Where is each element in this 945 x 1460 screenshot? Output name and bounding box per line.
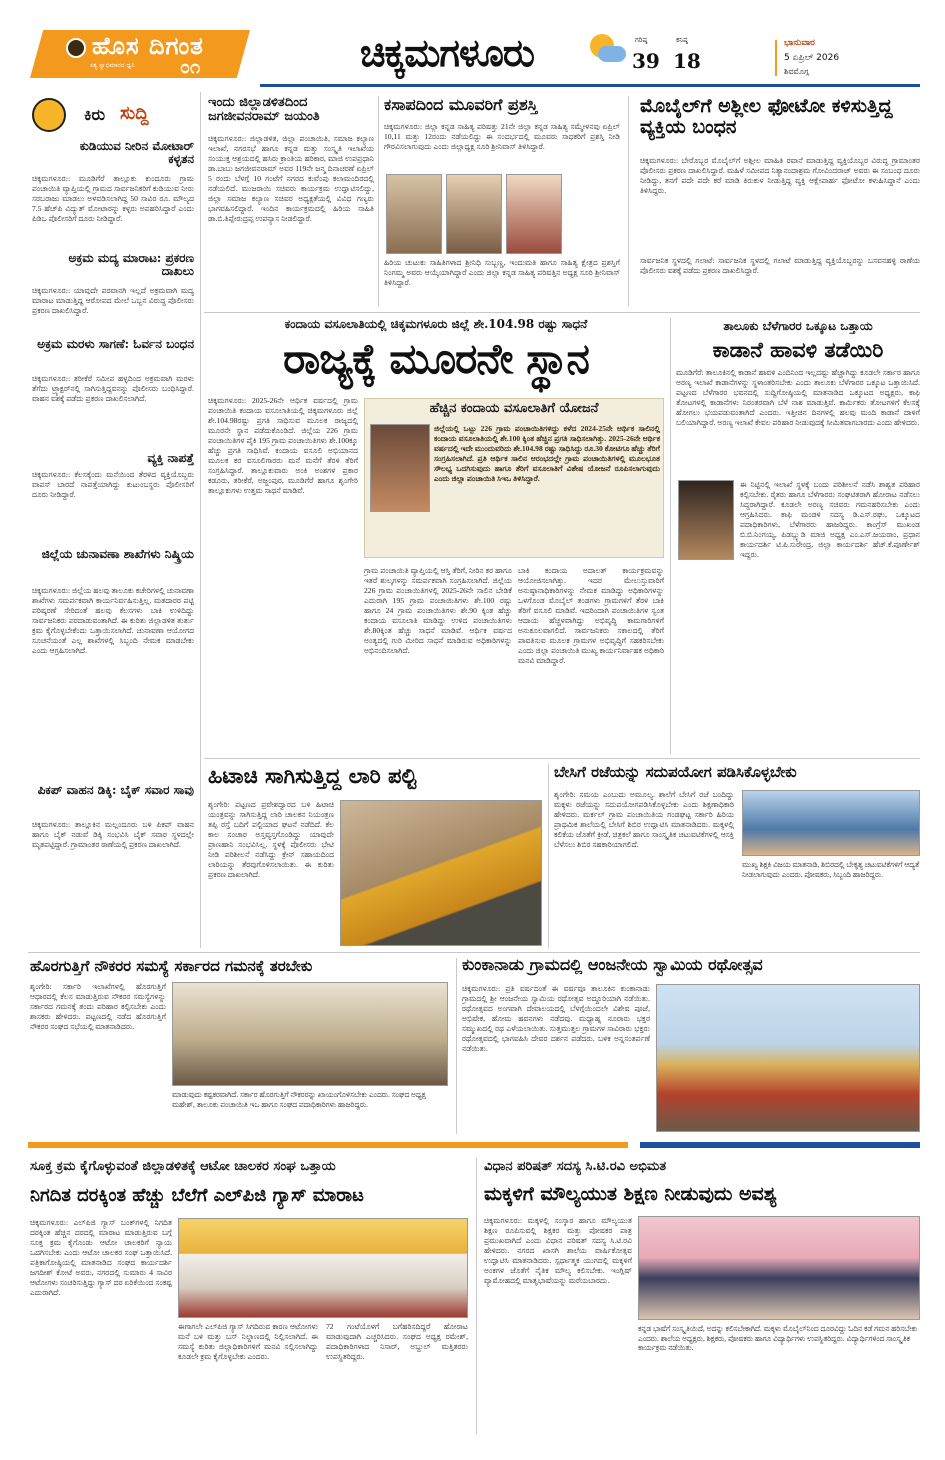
gas-kicker: ಸೂಕ್ತ ಕ್ರಮ ಕೈಗೊಳ್ಳುವಂತೆ ಜಿಲ್ಲಾಡಳಿತಕ್ಕೆ ಆಟೋ ಚಾಲಕರ ಸಂಘ ಒತ್ತಾಯ: [30, 1159, 336, 1174]
kadane-title: ಕಾಡಾನೆ ಹಾವಳಿ ತಡೆಯಿರಿ: [712, 337, 884, 362]
brief-5-text: ಚಿಕ್ಕಮಗಳೂರು: ಜಿಲ್ಲೆಯ ಹಲವು ತಾಲೂಕು ಕಚೇರಿಗಳಲ್ಲಿ ಚುನಾವಣಾ ಶಾಖೆಗಳು ಸಮರ್ಪಕವಾಗಿ ಕಾರ್ಯನಿರ್ವಹಿಸುತ್ತಿಲ್ಲ. ಮತದಾರರ ಪಟ್ಟಿ ಪರಿಷ್ಕರಣೆ ಸೇರಿದಂತೆ ಹಲವು ಕೆಲಸಗಳು ಬಾಕಿ ಉಳಿದಿದ್ದು ಸಾರ್ವಜನಿಕರು ಪರದಾಡುವಂತಾಗಿದೆ. ಈ ಕುರಿತು ಜಿಲ್ಲಾಡಳಿತ ತುರ್ತು ಕ್ರಮ ಕೈಗೊಳ್ಳಬೇಕೆಂದು ಒತ್ತಾಯಿಸಲಾಗಿದೆ. ಚುನಾವಣಾ ಆಯೋಗದ ಸೂಚನೆಯಂತೆ ಎಲ್ಲ ಶಾಖೆಗಳಲ್ಲಿ ಸಿಬ್ಬಂದಿ ನೇಮಕ ಮಾಡಬೇಕು ಎಂದು ಆಗ್ರಹಿಸಲಾಗಿದೆ.: [32, 586, 194, 656]
kadane-kicker: ತಾಲೂಕು ಬೆಳೆಗಾರರ ಒಕ್ಕೂಟ ಒತ್ತಾಯ: [723, 319, 873, 333]
kiru-suddi-brand-b: ಸುದ್ದಿ: [120, 103, 149, 124]
city-name: ಚಿಕ್ಕಮಗಳೂರು: [360, 30, 535, 75]
kasapa-title: ಕಸಾಪದಿಂದ ಮೂವರಿಗೆ ಪ್ರಶಸ್ತಿ: [384, 95, 538, 114]
gas-text-2: ಈಗಾಗಲೇ ಎಲ್‌ಪಿಜಿ ಗ್ಯಾಸ್ ಸಿಗದಿರುವ ಕಾರಣ ಆಟೋಗಳು ಮನೆ ಬಳಿ ಮತ್ತು ಬಸ್ ನಿಲ್ದಾಣದಲ್ಲಿ ನಿಲ್ಲಿಸಲಾಗಿದೆ. ಈ ಸಮಸ್ಯೆ ಕುರಿತು ಜಿಲ್ಲಾಧಿಕಾರಿಗಳಿಗೆ ಮನವಿ ಸಲ್ಲಿಸಲಾಗಿದ್ದು ಕೂಡಲೇ ಕ್ರಮ ಕೈಗೊಳ್ಳಬೇಕು ಎಂದರು.: [178, 1322, 318, 1362]
lead-box-photo: [370, 424, 430, 512]
kadane-text: ಮೂಡಿಗೆರೆ: ತಾಲೂಕಿನಲ್ಲಿ ಕಾಡಾನೆ ಹಾವಳಿ ಎಂದಿನಿಂದ ಇಲ್ಲದಷ್ಟು ಹೆಚ್ಚಾಗಿದ್ದು ಕೂಡಲೇ ಸರ್ಕಾರ ಹಾಗೂ ಅರಣ್ಯ ಇಲಾಖೆ ಕಾಡಾನೆಗಳನ್ನು ಸ್ಥಳಾಂತರಿಸಬೇಕು ಎಂದು ತಾಲೂಕು ಬೆಳೆಗಾರರ ಒಕ್ಕೂಟ ಒತ್ತಾಯಿಸಿದೆ. ಪಟ್ಟಣದ ಬೆಳೆಗಾರರ ಭವನದಲ್ಲಿ ಸುದ್ದಿಗೋಷ್ಠಿಯಲ್ಲಿ ಮಾತನಾಡಿದ ಒಕ್ಕೂಟದ ಅಧ್ಯಕ್ಷರು, ಕಾಫಿ ತೋಟಗಳಲ್ಲಿ ಕಾಡಾನೆಗಳು ನಿರಂತರವಾಗಿ ಬೆಳೆ ನಾಶ ಮಾಡುತ್ತಿವೆ. ಕಾರ್ಮಿಕರು ತೋಟಗಳಿಗೆ ಕೆಲಸಕ್ಕೆ ಹೋಗಲು ಭಯಪಡುವಂತಾಗಿದೆ ಎಂದರು. ಇತ್ತೀಚಿನ ದಿನಗಳಲ್ಲಿ ಹಲವು ಮಂದಿ ಕಾಡಾನೆ ದಾಳಿಗೆ ಬಲಿಯಾಗಿದ್ದಾರೆ. ಅರಣ್ಯ ಇಲಾಖೆ ಕೇವಲ ಪರಿಹಾರ ನೀಡುವುದಕ್ಕೆ ಸೀಮಿತವಾಗಬಾರದು ಎಂದು ಹೇಳಿದರು.: [676, 368, 920, 428]
masthead-bottom-rule: [260, 84, 920, 87]
ctravi-photo: [638, 1216, 920, 1320]
column-rule-left: [200, 92, 201, 948]
kiru-suddi-column-lower: [28, 548, 196, 960]
gas-photo: [178, 1218, 468, 1318]
ctravi-caption: ಕನ್ನಡ ಭಾಷೆಗೆ ಸಂಸ್ಕೃತಿಯಿದೆ, ಅದನ್ನು ಕಲಿಸಬೇಕಾಗಿದೆ. ಮಕ್ಕಳು ಮೊಬೈಲ್‌ನಿಂದ ದೂರವಿದ್ದು ಓದಿನ ಕಡೆ ಗಮನ ಹರಿಸಬೇಕು ಎಂದರು. ಶಾಲೆಯ ಅಧ್ಯಕ್ಷರು, ಶಿಕ್ಷಕರು, ಪೋಷಕರು ಹಾಗೂ ವಿದ್ಯಾರ್ಥಿಗಳು ಉಪಸ್ಥಿತರಿದ್ದರು. ವಿದ್ಯಾರ್ಥಿಗಳಿಂದ ಸಾಂಸ್ಕೃತಿಕ ಕಾರ್ಯಕ್ರಮ ನಡೆಯಿತು.: [638, 1324, 918, 1353]
kasapa-text-2: ಹಿರಿಯ ಚುಟುಕು ಸಾಹಿತಿಗಳಾದ ಶ್ರೀನಿಧಿ ಸುಬ್ಬಣ್ಣ, ಇಂದುಮತಿ ಹಾಗೂ ಸಾಹಿತ್ಯ ಕ್ಷೇತ್ರದ ಪ್ರಶಸ್ತಿಗೆ ನಿಂಗಮ್ಮ ಅವರು ಆಯ್ಕೆಯಾಗಿದ್ದಾರೆ ಎಂದು ಜಿಲ್ಲಾ ಕನ್ನಡ ಸಾಹಿತ್ಯ ಪರಿಷತ್ತಿನ ಅಧ್ಯಕ್ಷ ಸೂರಿ ಶ್ರೀನಿವಾಸ್ ತಿಳಿಸಿದ್ದಾರೆ.: [384, 258, 620, 288]
kunkanadu-photo: [656, 984, 920, 1132]
brief-4-text: ಚಿಕ್ಕಮಗಳೂರು: ಕೆಲಸಕ್ಕೆಂದು ಮನೆಯಿಂದ ತೆರಳಿದ ವ್ಯಕ್ತಿಯೊಬ್ಬರು ವಾಪಸ್ ಬಾರದೆ ನಾಪತ್ತೆಯಾಗಿದ್ದು ಕುಟುಂಬಸ್ಥರು ಪೊಲೀಸರಿಗೆ ದೂರು ನೀಡಿದ್ದಾರೆ.: [32, 470, 194, 500]
lead-box-text: ಜಿಲ್ಲೆಯಲ್ಲಿ ಒಟ್ಟು 226 ಗ್ರಾಮ ಪಂಚಾಯಿತಿಗಳಿದ್ದು ಕಳೆದ 2024-25ನೇ ಆರ್ಥಿಕ ಸಾಲಿನಲ್ಲಿ ಕಂದಾಯ ವಸೂಲಾತಿಯಲ್ಲಿ ಶೇ.100 ಕ್ಕಿಂತ ಹೆಚ್ಚಿನ ಪ್ರಗತಿ ಸಾಧಿಸಲಾಗಿತ್ತು. 2025-26ನೇ ಆರ್ಥಿಕ ವರ್ಷದಲ್ಲಿ ಇದೇ ಮುಂದುವರಿದು ಶೇ.104.98 ರಷ್ಟು ಸಾಧಿಸಿದ್ದು ರೂ.30 ಕೋಟಿಗೂ ಹೆಚ್ಚು ತೆರಿಗೆ ಸಂಗ್ರಹಿಸಲಾಗಿದೆ. ಪ್ರತಿ ಆರ್ಥಿಕ ಸಾಲಿನ ಆರಂಭದಲ್ಲೇ ಗ್ರಾಮ ಪಂಚಾಯಿತಿಗಳಲ್ಲಿ ಮೂಲಭೂತ ಸೌಲಭ್ಯ ಒದಗಿಸುವುದು ಹಾಗೂ ತೆರಿಗೆ ವಸೂಲಾತಿಗೆ ವಿಶೇಷ ಯೋಜನೆ ರೂಪಿಸಲಾಗುವುದು ಎಂದು ಜಿಲ್ಲಾ ಪಂಚಾಯಿತಿ ಸಿಇಒ ತಿಳಿಸಿದ್ದಾರೆ.: [434, 424, 660, 484]
gas-title: ನಿಗದಿತ ದರಕ್ಕಿಂತ ಹೆಚ್ಚು ಬೆಲೆಗೆ ಎಲ್‌ಪಿಜಿ ಗ್ಯಾಸ್ ಮಾರಾಟ: [30, 1185, 364, 1206]
max-temp: 39: [632, 49, 660, 73]
mobile-title: ಮೊಬೈಲ್‌ಗೆ ಅಶ್ಲೀಲ ಫೋಟೋ ಕಳಿಸುತ್ತಿದ್ದ ವ್ಯಕ್ತಿಯ ಬಂಧನ: [640, 95, 893, 138]
kadane-photo: [678, 480, 734, 560]
lead-kicker: ಕಂದಾಯ ವಸೂಲಾತಿಯಲ್ಲಿ ಚಿಕ್ಕಮಗಳೂರು ಜಿಲ್ಲೆ ಶೇ.104.98 ರಷ್ಟು ಸಾಧನೆ: [284, 317, 588, 331]
hitachi-photo: [340, 800, 542, 946]
besige-title: ಬೇಸಿಗೆ ರಜೆಯನ್ನು ಸದುಪಯೋಗ ಪಡಿಸಿಕೊಳ್ಳಬೇಕು: [554, 763, 797, 781]
kasapa-photo-2: [446, 174, 502, 254]
max-temp-label: ಗರಿಷ್ಠ: [635, 36, 648, 44]
section-divider-blue: [640, 1142, 920, 1148]
gas-text-3: 72 ಗಂಟೆಯೊಳಗೆ ಬಗೆಹರಿಸದಿದ್ದರೆ ಹೋರಾಟ ಮಾಡುವುದಾಗಿ ಎಚ್ಚರಿಸಿದರು. ಸಂಘದ ಅಧ್ಯಕ್ಷ ರಮೇಶ್, ಪದಾಧಿಕಾರಿಗಳಾದ ನಿಸಾರ್, ಅಬ್ದುಲ್ ಮತ್ತಿತರರು ಉಪಸ್ಥಿತರಿದ್ದರು.: [326, 1322, 468, 1362]
besige-photo: [742, 790, 920, 856]
ctravi-title: ಮಕ್ಕಳಿಗೆ ಮೌಲ್ಯಯುತ ಶಿಕ್ಷಣ ನೀಡುವುದು ಅವಶ್ಯ: [484, 1183, 777, 1205]
kunkanadu-title: ಕುಂಕಾನಾಡು ಗ್ರಾಮದಲ್ಲಿ ಆಂಜನೇಯ ಸ್ವಾಮಿಯ ರಥೋತ್ಸವ: [462, 955, 763, 974]
lead-headline: ರಾಜ್ಯಕ್ಕೆ ಮೂರನೇ ಸ್ಥಾನ: [283, 334, 589, 383]
edition: ಶಿವಮೊಗ್ಗ: [784, 67, 809, 76]
ctravi-text: ಚಿಕ್ಕಮಗಳೂರು: ಮಕ್ಕಳಲ್ಲಿ ಸಂಸ್ಕಾರ ಹಾಗೂ ಮೌಲ್ಯಯುತ ಶಿಕ್ಷಣ ರೂಪಿಸುವಲ್ಲಿ ಶಿಕ್ಷಕರ ಮತ್ತು ಪೋಷಕರ ಪಾತ್ರ ಪ್ರಮುಖವಾಗಿದೆ ಎಂದು ವಿಧಾನ ಪರಿಷತ್ ಸದಸ್ಯ ಸಿ.ಟಿ.ರವಿ ಹೇಳಿದರು. ನಗರದ ಖಾಸಗಿ ಶಾಲೆಯ ವಾರ್ಷಿಕೋತ್ಸವ ಉದ್ಘಾಟಿಸಿ ಮಾತನಾಡಿದರು. ಸ್ಪರ್ಧಾತ್ಮಕ ಯುಗದಲ್ಲಿ ಮಕ್ಕಳಿಗೆ ಅಂಕಗಳ ಜೊತೆಗೆ ನೈತಿಕ ಮೌಲ್ಯ ಕಲಿಸಬೇಕು. ಇಂಗ್ಲಿಷ್ ವ್ಯಾಮೋಹದಲ್ಲಿ ಮಾತೃಭಾಷೆಯನ್ನು ಮರೆಯಬಾರದು.: [484, 1216, 632, 1286]
jayanthi-text: ಚಿಕ್ಕಮಗಳೂರು: ಜಿಲ್ಲಾಡಳಿತ, ಜಿಲ್ಲಾ ಪಂಚಾಯಿತಿ, ಸಮಾಜ ಕಲ್ಯಾಣ ಇಲಾಖೆ, ನಗರಸಭೆ ಹಾಗೂ ಕನ್ನಡ ಮತ್ತು ಸಂಸ್ಕೃತಿ ಇಲಾಖೆಯ ಸಂಯುಕ್ತ ಆಶ್ರಯದಲ್ಲಿ ಹಸಿರು ಕ್ರಾಂತಿಯ ಹರಿಕಾರ, ಮಾಜಿ ಉಪಪ್ರಧಾನಿ ಡಾ.ಬಾಬು ಜಗಜೀವನರಾಮ್ ಅವರ 119ನೇ ಜನ್ಮ ದಿನಾಚರಣೆ ಏಪ್ರಿಲ್ 5 ರಂದು ಬೆಳಗ್ಗೆ 10 ಗಂಟೆಗೆ ನಗರದ ಕುವೆಂಪು ಕಲಾಮಂದಿರದಲ್ಲಿ ನಡೆಯಲಿದೆ. ಮುಜರಾಯಿ ಸಚಿವರು ಕಾರ್ಯಕ್ರಮ ಉದ್ಘಾಟಿಸಲಿದ್ದು, ಜಿಲ್ಲಾ ಸಮಾಜ ಕಲ್ಯಾಣ ಸಚಿವರ ಅಧ್ಯಕ್ಷತೆಯಲ್ಲಿ ವಿವಿಧ ಗಣ್ಯರು ಭಾಗವಹಿಸಲಿದ್ದಾರೆ. ಇಂದಿನ ಕಾರ್ಯಕ್ರಮದಲ್ಲಿ ಹಿರಿಯ ಸಾಹಿತಿ ಡಾ.ಬಿ.ತಿಪ್ಪೇರುದ್ರಪ್ಪ ಉಪನ್ಯಾಸ ನೀಡಲಿದ್ದಾರೆ.: [208, 134, 374, 224]
mobile-text-2: ಸಾರ್ವಜನಿಕ ಸ್ಥಳದಲ್ಲಿ ಗಲಾಟೆ: ಸಾರ್ವಜನಿಕ ಸ್ಥಳದಲ್ಲಿ ಗಲಾಟೆ ಮಾಡುತ್ತಿದ್ದ ವ್ಯಕ್ತಿಯೊಬ್ಬರನ್ನು ಬಸವನಹಳ್ಳಿ ಠಾಣೆಯ ಪೊಲೀಸರು ವಶಕ್ಕೆ ಪಡೆದು ಪ್ರಕರಣ ದಾಖಲಿಸಿದ್ದಾರೆ.: [640, 256, 920, 276]
ctravi-kicker: ವಿಧಾನ ಪರಿಷತ್ ಸದಸ್ಯ ಸಿ.ಟಿ.ರವಿ ಅಭಿಮತ: [484, 1159, 667, 1174]
min-temp-label: ಕನಿಷ್ಠ: [676, 36, 688, 44]
hitachi-title: ಹಿಟಾಚಿ ಸಾಗಿಸುತ್ತಿದ್ದ ಲಾರಿ ಪಲ್ಟಿ: [208, 763, 417, 788]
lead-text-2: ಗ್ರಾಮ ಪಂಚಾಯಿತಿ ವ್ಯಾಪ್ತಿಯಲ್ಲಿ ಆಸ್ತಿ ತೆರಿಗೆ, ನೀರಿನ ಕರ ಹಾಗೂ ಇತರೆ ಶುಲ್ಕಗಳನ್ನು ಸಮರ್ಪಕವಾಗಿ ಸಂಗ್ರಹಿಸಲಾಗಿದೆ. ಜಿಲ್ಲೆಯ 226 ಗ್ರಾಮ ಪಂಚಾಯಿತಿಗಳಲ್ಲಿ 2025-26ನೇ ಸಾಲಿನ ಬೇಡಿಕೆ ಎದುರಾಗಿ 195 ಗ್ರಾಮ ಪಂಚಾಯಿತಿಗಳು ಶೇ.100 ರಷ್ಟು ಹಾಗೂ 24 ಗ್ರಾಮ ಪಂಚಾಯಿತಿಗಳು ಶೇ.90 ಕ್ಕಿಂತ ಹೆಚ್ಚು ಕಂದಾಯ ವಸೂಲಾತಿ ಮಾಡಿದ್ದು ಉಳಿದ ಪಂಚಾಯಿತಿಗಳು ಶೇ.80ಕ್ಕಿಂತ ಹೆಚ್ಚು ಸಾಧನೆ ಮಾಡಿವೆ. ಆರ್ಥಿಕ ವರ್ಷದ ಅಂತ್ಯದಲ್ಲಿ ಗುರಿ ಮೀರಿದ ಸಾಧನೆ ಮಾಡಿರುವ ಅಧಿಕಾರಿಗಳನ್ನು ಅಭಿನಂದಿಸಲಾಗಿದೆ.: [364, 566, 512, 656]
brief-6-title: ಪಿಕಪ್ ವಾಹನ ಡಿಕ್ಕಿ: ಬೈಕ್ ಸವಾರ ಸಾವು: [37, 783, 194, 797]
masthead: [0, 0, 945, 86]
kiru-suddi-brand-a: ಕಿರು: [84, 105, 106, 124]
min-temp: 18: [673, 49, 701, 73]
lead-text-1: ಚಿಕ್ಕಮಗಳೂರು: 2025-26ನೇ ಆರ್ಥಿಕ ವರ್ಷದಲ್ಲಿ ಗ್ರಾಮ ಪಂಚಾಯಿತಿ ಕಂದಾಯ ವಸೂಲಾತಿಯಲ್ಲಿ ಚಿಕ್ಕಮಗಳೂರು ಜಿಲ್ಲೆ ಶೇ.104.98ರಷ್ಟು ಪ್ರಗತಿ ಸಾಧಿಸುವ ಮೂಲಕ ರಾಜ್ಯದಲ್ಲಿ ಮೂರನೇ ಸ್ಥಾನ ಪಡೆದುಕೊಂಡಿದೆ. ಜಿಲ್ಲೆಯ 226 ಗ್ರಾಮ ಪಂಚಾಯಿತಿಗಳ ಪೈಕಿ 195 ಗ್ರಾಮ ಪಂಚಾಯಿತಿಗಳು ಶೇ.100ಕ್ಕೂ ಹೆಚ್ಚು ಪ್ರಗತಿ ಸಾಧಿಸಿವೆ. ಕಂದಾಯ ವಸೂಲಿ ಅಭಿಯಾನದ ಮೂಲಕ ಕರ ವಸೂಲಿಗಾರರು ಮನೆ ಮನೆಗೆ ತೆರಳಿ ತೆರಿಗೆ ಸಂಗ್ರಹಿಸಿದ್ದಾರೆ. ತಾಲ್ಲೂಕುವಾರು ಅಂಕಿ ಅಂಶಗಳ ಪ್ರಕಾರ ಕಡೂರು, ತರೀಕೆರೆ, ಅಜ್ಜಂಪುರ, ಮೂಡಿಗೆರೆ ಹಾಗೂ ಶೃಂಗೇರಿ ತಾಲ್ಲೂಕುಗಳು ಉತ್ತಮ ಸಾಧನೆ ಮಾಡಿವೆ.: [208, 396, 358, 496]
brief-6-text: ಚಿಕ್ಕಮಗಳೂರು: ತಾಲ್ಲೂಕಿನ ಮಲ್ಲಂದೂರು ಬಳಿ ಪಿಕಪ್ ವಾಹನ ಹಾಗೂ ಬೈಕ್ ನಡುವೆ ಡಿಕ್ಕಿ ಸಂಭವಿಸಿ ಬೈಕ್ ಸವಾರ ಸ್ಥಳದಲ್ಲೇ ಮೃತಪಟ್ಟಿದ್ದಾರೆ. ಗ್ರಾಮಾಂತರ ಠಾಣೆಯಲ್ಲಿ ಪ್ರಕರಣ ದಾಖಲಾಗಿದೆ.: [32, 820, 194, 850]
kasapa-photo-3: [506, 174, 562, 254]
horaguthige-text: ಶೃಂಗೇರಿ: ಸರ್ಕಾರಿ ಇಲಾಖೆಗಳಲ್ಲಿ ಹೊರಗುತ್ತಿಗೆ ಆಧಾರದಲ್ಲಿ ಕೆಲಸ ಮಾಡುತ್ತಿರುವ ನೌಕರರ ಸಮಸ್ಯೆಗಳನ್ನು ಸರ್ಕಾರದ ಗಮನಕ್ಕೆ ತಂದು ಪರಿಹಾರ ಕಲ್ಪಿಸಬೇಕು ಎಂದು ಶಾಸಕರು ಹೇಳಿದರು. ಪಟ್ಟಣದಲ್ಲಿ ನಡೆದ ಹೊರಗುತ್ತಿಗೆ ನೌಕರರ ಸಂಘದ ಸಭೆಯಲ್ಲಿ ಮಾತನಾಡಿದರು.: [30, 982, 166, 1032]
brief-2-text: ಚಿಕ್ಕಮಗಳೂರು: ಯಾವುದೇ ಪರವಾನಗಿ ಇಲ್ಲದೆ ಅಕ್ರಮವಾಗಿ ಮದ್ಯ ಮಾರಾಟ ಮಾಡುತ್ತಿದ್ದ ಆರೋಪದ ಮೇಲೆ ಒಬ್ಬನ ವಿರುದ್ಧ ಪೊಲೀಸರು ಪ್ರಕರಣ ದಾಖಲಿಸಿದ್ದಾರೆ.: [32, 286, 194, 316]
brief-4-title: ವ್ಯಕ್ತಿ ನಾಪತ್ತೆ: [147, 451, 194, 465]
brief-1-title: ಕುಡಿಯುವ ನೀರಿನ ಮೋಟಾರ್ ಕಳ್ಳತನ: [79, 139, 194, 167]
kasapa-photo-1: [386, 174, 442, 254]
besige-text: ಶೃಂಗೇರಿ: ಸಮಯ ಎಂಬುದು ಅಮೂಲ್ಯ. ಶಾಲೆಗೆ ಬೇಸಿಗೆ ರಜೆ ಬಂದಿದ್ದು ಮಕ್ಕಳು ರಜೆಯನ್ನು ಸದುಪಯೋಗಪಡಿಸಿಕೊಳ್ಳಬೇಕು ಎಂದು ಶಿಕ್ಷಣಾಧಿಕಾರಿ ಹೇಳಿದರು. ಮರ್ಕಲ್ ಗ್ರಾಮ ಪಂಚಾಯಿತಿಯ ಗಂಡಘಟ್ಟ ಸರ್ಕಾರಿ ಹಿರಿಯ ಪ್ರಾಥಮಿಕ ಶಾಲೆಯಲ್ಲಿ ಬೇಸಿಗೆ ಶಿಬಿರ ಉದ್ಘಾಟಿಸಿ ಮಾತನಾಡಿದರು. ಮಕ್ಕಳಲ್ಲಿ ಕಲಿಕೆಯ ಜೊತೆಗೆ ಕ್ರೀಡೆ, ಚಿತ್ರಕಲೆ ಹಾಗೂ ಸಾಂಸ್ಕೃತಿಕ ಚಟುವಟಿಕೆಗಳಲ್ಲಿ ಆಸಕ್ತಿ ಬೆಳೆಸಲು ಶಿಬಿರ ಸಹಕಾರಿಯಾಗಲಿದೆ.: [554, 790, 734, 850]
logo-subtitle: ಸತ್ಯ ಸ್ವಾಭಿಮಾನದ ಧ್ವನಿ: [90, 62, 135, 69]
row-rule-2: [204, 758, 920, 759]
kunkanadu-text: ಚಿಕ್ಕಮಗಳೂರು: ಪ್ರತಿ ವರ್ಷದಂತೆ ಈ ವರ್ಷವೂ ತಾಲೂಕಿನ ಕುಂಕಾನಾಡು ಗ್ರಾಮದಲ್ಲಿ ಶ್ರೀ ಆಂಜನೇಯ ಸ್ವಾಮಿಯ ರಥೋತ್ಸವ ಅದ್ದೂರಿಯಾಗಿ ನಡೆಯಿತು. ರಥೋತ್ಸವದ ಅಂಗವಾಗಿ ದೇವಾಲಯದಲ್ಲಿ ಬೆಳಗ್ಗೆಯಿಂದಲೇ ವಿಶೇಷ ಪೂಜೆ, ಅಭಿಷೇಕ, ಹೋಮ ಹವನಗಳು ನಡೆದವು. ಮಧ್ಯಾಹ್ನ ನೂರಾರು ಭಕ್ತರ ಸಮ್ಮುಖದಲ್ಲಿ ರಥ ಎಳೆಯಲಾಯಿತು. ಸುತ್ತಮುತ್ತಲ ಗ್ರಾಮಗಳ ಸಾವಿರಾರು ಭಕ್ತರು ರಥೋತ್ಸವದಲ್ಲಿ ಭಾಗವಹಿಸಿ ದೇವರ ದರ್ಶನ ಪಡೆದರು. ಬಳಿಕ ಅನ್ನಸಂತರ್ಪಣೆ ನಡೆಯಿತು.: [462, 984, 650, 1054]
brief-1-text: ಚಿಕ್ಕಮಗಳೂರು: ಮೂಡಿಗೆರೆ ತಾಲ್ಲೂಕು ಕುಂದೂರು ಗ್ರಾಮ ಪಂಚಾಯಿತಿ ವ್ಯಾಪ್ತಿಯಲ್ಲಿ ಗ್ರಾಮದ ಸಾರ್ವಜನಿಕರಿಗೆ ಕುಡಿಯುವ ನೀರು ಸರಬರಾಜು ಮಾಡಲು ಅಳವಡಿಸಲಾಗಿದ್ದ 50 ಸಾವಿರ ರೂ. ಮೌಲ್ಯದ 7.5 ಹೆಚ್‌ಪಿ ವಿದ್ಯುತ್ ಮೋಟಾರನ್ನು ಕಳ್ಳರು ಅಪಹರಿಸಿದ್ದಾರೆ ಎಂದು ಪಿಡಿಒ ಪೊಲೀಸರಿಗೆ ದೂರು ನೀಡಿದ್ದಾರೆ.: [32, 174, 194, 224]
brief-5-title: ಜಿಲ್ಲೆಯ ಚುನಾವಣಾ ಶಾಖೆಗಳು ನಿಷ್ಕ್ರಿಯ: [41, 548, 194, 561]
column-rule-2: [378, 96, 379, 306]
row-rule-1: [204, 312, 920, 313]
section-divider-orange: [28, 1142, 628, 1148]
page-number: ೦೧: [180, 57, 201, 78]
date: 5 ಏಪ್ರಿಲ್ 2026: [784, 53, 840, 63]
kasapa-text: ಚಿಕ್ಕಮಗಳೂರು: ಜಿಲ್ಲಾ ಕನ್ನಡ ಸಾಹಿತ್ಯ ಪರಿಷತ್ತು 21ನೇ ಜಿಲ್ಲಾ ಕನ್ನಡ ಸಾಹಿತ್ಯ ಸಮ್ಮೇಳನವು ಏಪ್ರಿಲ್ 10,11 ಮತ್ತು 12ರಂದು ನಡೆಯಲಿದ್ದು ಈ ಸಂದರ್ಭದಲ್ಲಿ ಮೂವರು ಸಾಧಕರಿಗೆ ಪ್ರಶಸ್ತಿ ನೀಡಿ ಗೌರವಿಸಲಾಗುವುದು ಎಂದು ಜಿಲ್ಲಾಧ್ಯಕ್ಷ ಸೂರಿ ಶ್ರೀನಿವಾಸ್ ತಿಳಿಸಿದ್ದಾರೆ.: [384, 122, 620, 152]
horaguthige-title: ಹೊರಗುತ್ತಿಗೆ ನೌಕರರ ಸಮಸ್ಯೆ ಸರ್ಕಾರದ ಗಮನಕ್ಕೆ ತರಬೇಕು: [30, 957, 313, 975]
brief-2-title: ಅಕ್ರಮ ಮದ್ಯ ಮಾರಾಟ: ಪ್ರಕರಣ ದಾಖಲು: [68, 251, 194, 279]
day: ಭಾನುವಾರ: [784, 38, 815, 48]
hitachi-text: ಶೃಂಗೇರಿ: ಪಟ್ಟಣದ ಪ್ರವೇಶದ್ವಾರದ ಬಳಿ ಹಿಟಾಚಿ ಯಂತ್ರವನ್ನು ಸಾಗಿಸುತ್ತಿದ್ದ ಲಾರಿ ಚಾಲಕನ ನಿಯಂತ್ರಣ ತಪ್ಪಿ ರಸ್ತೆ ಬದಿಗೆ ಪಲ್ಟಿಯಾದ ಘಟನೆ ನಡೆದಿದೆ. ಕೆಲ ಕಾಲ ಸಂಚಾರ ಅಸ್ತವ್ಯಸ್ತಗೊಂಡಿದ್ದು ಯಾವುದೇ ಪ್ರಾಣಹಾನಿ ಸಂಭವಿಸಿಲ್ಲ. ಸ್ಥಳಕ್ಕೆ ಪೊಲೀಸರು ಭೇಟಿ ನೀಡಿ ಪರಿಶೀಲನೆ ನಡೆಸಿದ್ದು ಕ್ರೇನ್ ಸಹಾಯದಿಂದ ಲಾರಿಯನ್ನು ತೆರವುಗೊಳಿಸಲಾಯಿತು. ಈ ಕುರಿತು ಪ್ರಕರಣ ದಾಖಲಾಗಿದೆ.: [208, 800, 334, 880]
lead-text-3: ಬಾಕಿ ಕಂದಾಯ ಅದಾಲತ್ ಕಾರ್ಯಕ್ರಮವನ್ನು ಆಯೋಜಿಸಲಾಗಿತ್ತು. ಇದರ ಮೇಲುಸ್ತುವಾರಿಗೆ ಅನುಷ್ಠಾನಾಧಿಕಾರಿಗಳನ್ನು ನೇಮಕ ಮಾಡಿದ್ದು ಅಧಿಕಾರಿಗಳನ್ನು ಒಳಗೊಂಡ ಮೊಬೈಲ್ ತಂಡಗಳು ಗ್ರಾಮಗಳಿಗೆ ತೆರಳಿ ಬಾಕಿ ತೆರಿಗೆ ವಸೂಲಿ ಮಾಡಿವೆ. ಇದರಿಂದಾಗಿ ಪಂಚಾಯಿತಿಗಳ ಸ್ವಂತ ಆದಾಯ ಹೆಚ್ಚಳವಾಗಿದ್ದು ಅಭಿವೃದ್ಧಿ ಕಾಮಗಾರಿಗಳಿಗೆ ಅನುಕೂಲವಾಗಲಿದೆ. ಸಾರ್ವಜನಿಕರು ಸಕಾಲದಲ್ಲಿ ತೆರಿಗೆ ಪಾವತಿಸುವ ಮೂಲಕ ಗ್ರಾಮಗಳ ಅಭಿವೃದ್ಧಿಗೆ ಸಹಕರಿಸಬೇಕು ಎಂದು ಜಿಲ್ಲಾ ಪಂಚಾಯಿತಿ ಮುಖ್ಯ ಕಾರ್ಯನಿರ್ವಾಹಕ ಅಧಿಕಾರಿ ಮನವಿ ಮಾಡಿದ್ದಾರೆ.: [518, 566, 664, 666]
logo-text: ಹೊಸ ದಿಗಂತ: [92, 31, 204, 60]
jayanthi-title: ಇಂದು ಜಿಲ್ಲಾಡಳಿತದಿಂದ ಜಗಜೀವನರಾಮ್ ಜಯಂತಿ: [208, 95, 320, 125]
column-rule-3: [628, 96, 629, 306]
column-rule-gas: [476, 1158, 477, 1434]
row-rule-3: [28, 952, 920, 953]
kadane-text-2: ಈ ನಿಟ್ಟಿನಲ್ಲಿ ಇಲಾಖೆ ಸ್ಥಳಕ್ಕೆ ಬಂದು ಪರಿಶೀಲನೆ ನಡೆಸಿ ಶಾಶ್ವತ ಪರಿಹಾರ ಕಲ್ಪಿಸಬೇಕು. ರೈತರು ಹಾಗೂ ಬೆಳೆಗಾರರು ಸಂಘಟಿತರಾಗಿ ಹೋರಾಟ ನಡೆಸಲು ಸಿದ್ಧರಾಗಿದ್ದಾರೆ. ಕೂಡಲೇ ಅರಣ್ಯ ಸಚಿವರು ಗಮನಹರಿಸಬೇಕು ಎಂದು ಆಗ್ರಹಿಸಿದರು. ಕಾಫಿ ಮಂಡಳಿ ಸದಸ್ಯ ಡಿ.ಎಸ್.ರಘು, ಒಕ್ಕೂಟದ ಪದಾಧಿಕಾರಿಗಳು, ಬೆಳೆಗಾರರು ಹಾಜರಿದ್ದರು. ಕಾಂಗ್ರೆಸ್ ಮುಖಂಡ ಬಿ.ಬಿ.ನಿಂಗಯ್ಯ, ಪಿಡಬ್ಲ್ಯುಡಿ ಮಾಜಿ ಅಧ್ಯಕ್ಷ ಎಂ.ಎಸ್.ಜಯರಾಂ, ಪ್ರಧಾನ ಕಾರ್ಯದರ್ಶಿ ಟಿ.ಪಿ.ಸುರೇಂದ್ರ, ಜಿಲ್ಲಾ ಕಾರ್ಯದರ್ಶಿ ಹೆಚ್.ಕೆ.ಪೂರ್ಣೇಶ್ ಇದ್ದರು.: [740, 480, 920, 560]
date-box-rule: [775, 40, 777, 76]
kiru-suddi-brand-icon: [32, 98, 66, 132]
horaguthige-caption: ಮಾಡುವುದು ಕಷ್ಟಕರವಾಗಿದೆ. ಸರ್ಕಾರ ಹೊರಗುತ್ತಿಗೆ ನೌಕರರನ್ನು ಖಾಯಂಗೊಳಿಸಬೇಕು ಎಂದರು. ಸಂಘದ ಅಧ್ಯಕ್ಷ ಮಹೇಶ್, ತಾಲೂಕು ಪಂಚಾಯಿತಿ ಇಒ ಹಾಗೂ ಸಂಘದ ಪದಾಧಿಕಾರಿಗಳು ಹಾಜರಿದ್ದರು.: [172, 1090, 426, 1109]
column-rule-hitachi: [548, 764, 549, 948]
weather-icon: [586, 32, 626, 66]
besige-caption: ಮುಖ್ಯ ಶಿಕ್ಷಕಿ ವಿಜಯ ಮಾತನಾಡಿ, ಶಿಬಿರದಲ್ಲಿ ಬೇಕೃತ್ಯ ಚಟುವಟಿಕೆಗಳಿಗೆ ಆದ್ಯತೆ ನೀಡಲಾಗುವುದು ಎಂದರು. ಪೋಷಕರು, ಸಿಬ್ಬಂದಿ ಹಾಜರಿದ್ದರು.: [742, 860, 920, 879]
lead-box-title: ಹೆಚ್ಚಿನ ಕಂದಾಯ ವಸೂಲಾತಿಗೆ ಯೋಜನೆ: [429, 401, 599, 416]
column-rule-horaguthige: [456, 958, 457, 1134]
kiru-suddi-column: [28, 92, 196, 554]
gas-text: ಚಿಕ್ಕಮಗಳೂರು: ಎಲ್‌ಪಿಜಿ ಗ್ಯಾಸ್ ಬಂಕ್‌ಗಳಲ್ಲಿ ನಿಗದಿತ ದರಕ್ಕಿಂತ ಹೆಚ್ಚಿನ ದರದಲ್ಲಿ ಮಾರಾಟ ಮಾಡುತ್ತಿರುವ ಬಗ್ಗೆ ಸೂಕ್ತ ಕ್ರಮ ಕೈಗೊಂಡು ಆಟೋ ಚಾಲಕರಿಗೆ ನ್ಯಾಯ ಒದಗಿಸಬೇಕು ಎಂದು ಆಟೋ ಚಾಲಕರ ಸಂಘ ಒತ್ತಾಯಿಸಿದೆ. ಪತ್ರಿಕಾಗೋಷ್ಠಿಯಲ್ಲಿ ಮಾತನಾಡಿದ ಸಂಘದ ಕಾರ್ಯದರ್ಶಿ ಜಗದೀಶ್ ಕೋಟೆ ಅವರು, ನಗರದಲ್ಲಿ ಸುಮಾರು 4 ಸಾವಿರ ಆಟೋಗಳು ಸಂಚರಿಸುತ್ತಿದ್ದು ಗ್ಯಾಸ್ ದರ ಏರಿಕೆಯಿಂದ ಸಂಕಷ್ಟ ಎದುರಾಗಿದೆ.: [30, 1218, 172, 1298]
brief-3-title: ಅಕ್ರಮ ಮರಳು ಸಾಗಣೆ: ಓರ್ವನ ಬಂಧನ: [37, 337, 194, 351]
logo-icon: [66, 38, 86, 58]
mobile-text: ಚಿಕ್ಕಮಗಳೂರು: ಬೇರೊಬ್ಬರ ಮೊಬೈಲ್‌ಗೆ ಅಶ್ಲೀಲ ಮಾಹಿತಿ ರವಾನೆ ಮಾಡುತ್ತಿದ್ದ ವ್ಯಕ್ತಿಯೊಬ್ಬರ ವಿರುದ್ಧ ಗ್ರಾಮಾಂತರ ಪೊಲೀಸರು ಪ್ರಕರಣ ದಾಖಲಿಸಿದ್ದಾರೆ. ಮಹಿಳೆ ಸಮೀಪದ ನಿತ್ಯಾನಂದಾಶ್ರಮ ಗೋವಿಂದರಾಜ್ ಅವರು ಈ ಸಂಬಂಧ ದೂರು ನೀಡಿದ್ದು, ತನಗೆ ಪದೇ ಪದೇ ಕರೆ ಮಾಡಿ ಕಿರುಕುಳ ನೀಡುತ್ತಿದ್ದ ವ್ಯಕ್ತಿ ಆಕ್ಷೇಪಾರ್ಹ ಫೋಟೋ ಕಳುಹಿಸಿದ್ದಾನೆ ಎಂದು ತಿಳಿಸಿದ್ದರು.: [640, 156, 920, 196]
brief-3-text: ಚಿಕ್ಕಮಗಳೂರು: ತರೀಕೆರೆ ಸಮೀಪ ಹಳ್ಳದಿಂದ ಅಕ್ರಮವಾಗಿ ಮರಳು ತೆಗೆದು ಟ್ರ್ಯಾಕ್ಟರ್‌ನಲ್ಲಿ ಸಾಗಿಸುತ್ತಿದ್ದವನನ್ನು ಪೊಲೀಸರು ಬಂಧಿಸಿದ್ದಾರೆ. ವಾಹನ ವಶಕ್ಕೆ ಪಡೆದು ಪ್ರಕರಣ ದಾಖಲಿಸಲಾಗಿದೆ.: [32, 374, 194, 404]
column-rule-lead: [670, 318, 671, 754]
horaguthige-photo: [172, 982, 448, 1086]
